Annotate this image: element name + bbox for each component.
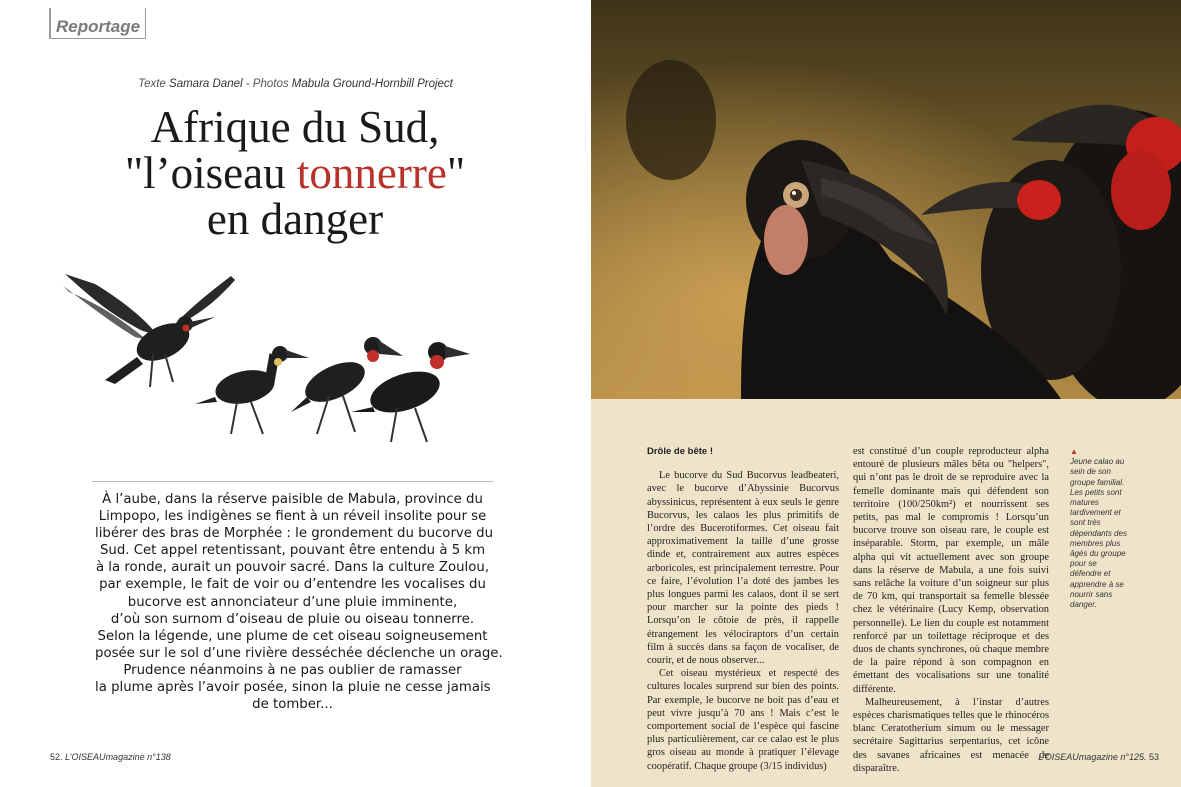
article-column-2 [853, 445, 1049, 775]
flying-hornbill-drawing [63, 274, 235, 387]
magazine-issue-left: magazine n°138 [105, 752, 171, 762]
intro-line: Limpopo, les indigènes se fient à un réveil insolite pour se [98, 509, 487, 525]
page-number-right: 53 [1148, 752, 1159, 762]
caption-marker-icon: ▲ [1070, 447, 1078, 456]
intro-line: Selon la légende, une plume de cet oiseau soigneusement [97, 628, 488, 644]
credits-photos-prefix: Photos [252, 78, 289, 90]
magazine-issue-right: magazine n°125. [1078, 752, 1147, 762]
intro-line: de tomber... [252, 697, 333, 713]
headline-quote-open: "l’oiseau [124, 148, 297, 198]
intro-line: par exemple, le fait de voir ou d’entendre les vocalises du [99, 577, 486, 593]
article-paragraph: Le bucorve du Sud Bucorvus leadbeateri, avec le bucorve d’Abyssinie Bucorvus abyssinicus, représentent à eux seuls le genre Bucorvus, les calaos les plus primitifs de l’ordre des Bucerotiformes. Cet oiseau fait approximativement la taille d’une grosse dinde et, contrairement aux autres espèces arboricoles, est principalement terrestre. Pour ce faire, l’évolution l’a doté des jambes les plus longues parmi les calaos, dont il se sert pour marcher sur la pointe des pieds ! Lorsqu’on le côtoie de près, il rappelle étrangement les vélociraptors d’un certain film à succès dans sa façon de vocaliser, de courir, et de nous observer... [647, 470, 839, 667]
section-tag [49, 8, 146, 39]
juvenile-hornbill-drawing [195, 346, 309, 434]
headline-highlight-word: tonnerre [296, 148, 447, 198]
page-number-left: 52. [50, 752, 63, 762]
headline-line-2 [40, 150, 550, 196]
intro-line: la plume après l’avoir posée, sinon la pluie ne cesse jamais [95, 680, 491, 696]
credits-author: Samara Danel [169, 78, 243, 90]
credits-photographer: Mabula Ground-Hornbill Project [291, 78, 453, 90]
hornbill-illustration [55, 262, 485, 452]
intro-line: Prudence néanmoins à ne pas oublier de ramasser [123, 662, 462, 678]
magazine-name-right: L’OISEAU [1038, 752, 1079, 762]
folio-left [50, 752, 171, 762]
intro-line: Sud. Cet appel retentissant, pouvant être entendu à 5 km [99, 543, 486, 559]
intro-paragraph [95, 491, 503, 713]
headline [40, 104, 550, 242]
hornbill-photo [591, 0, 1181, 399]
intro-line: À l’aube, dans la réserve paisible de Mabula, province du [102, 492, 483, 507]
section-tag-label: Reportage [56, 17, 141, 36]
photo-caption [1070, 447, 1130, 610]
credits-line [0, 78, 591, 90]
article-paragraph: Cet oiseau mystérieux et respecté des cultures locales surprend sur bien des points. Par exemple, le bucorve ne boit pas d’eau et peut vivre jusqu’à 70 ans ! Mais c’est le comportement social de l’espèce qui fascine plus particulièrement, car ce calao est le plus gros oiseau au monde à pratiquer l’élevage coopératif. Chaque groupe (3/15 individus) [647, 668, 839, 772]
article-column-1 [647, 445, 839, 773]
credits-text-prefix: Texte [138, 78, 166, 90]
intro-line: libérer des bras de Morphée : le grondement du bucorve du [95, 526, 494, 542]
credits-separator: - [242, 78, 253, 90]
intro-line: d’où son surnom d’oiseau de pluie ou oiseau tonnerre. [110, 611, 475, 627]
headline-line-1: Afrique du Sud, [150, 102, 440, 152]
headline-quote-close: " [446, 148, 466, 198]
article-paragraph: est constitué d’un couple reproducteur alpha entouré de plusieurs mâles bêta ou "helpers", qui n’ont pas le droit de se reproduire avec la femelle dominante mais qui défendent son territoire (100/250km²) et nourrissent ses petits, pas mal le compromis ! Lorsqu’un bucorve trouve son oiseau rare, le couple est inséparable. Storm, par exemple, un mâle alpha qui vit actuellement avec son groupe dans la réserve de Mabula, a une fois suivi sans relâche la voiture d’un soigneur sur plus de 70 km, qui transportait sa femelle blessée chez le vétérinaire (Lucy Kemp, observation personnelle). Le lien du couple est notamment renforcé par un toilettage réciproque et des duos de chants synchrones, où chaque membre de la paire répond à son compagnon en émettant des vocalisations sur une tonalité différente. [853, 446, 1049, 695]
headline-line-3: en danger [206, 194, 384, 244]
article-paragraph: Malheureusement, à l’instar d’autres espèces charismatiques telles que le rhinocéros blanc Ceratotherium simum ou le messager secrétaire Sagittarius serpentarius, cet icône des savanes africaines est menacée de disparaître. [853, 696, 1049, 774]
intro-divider [92, 481, 493, 482]
intro-line: bucorve est annonciateur d’une pluie imminente, [127, 594, 458, 610]
caption-text: Jeune calao au sein de son groupe familial. Les petits sont matures tardivement et sont très dépendants des membres plus âgés du groupe pour se défendre et apprendre à se nourrir sans danger. [1070, 457, 1127, 610]
article-kicker: Drôle de bête ! [647, 446, 713, 457]
intro-line: posée sur le sol d’une rivière desséchée déclenche un orage. [95, 645, 503, 661]
magazine-name-left: L’OISEAU [65, 752, 106, 762]
intro-line: à la ronde, aurait un pouvoir sacré. Dans la culture Zoulou, [95, 560, 490, 576]
folio-right [1038, 752, 1159, 762]
